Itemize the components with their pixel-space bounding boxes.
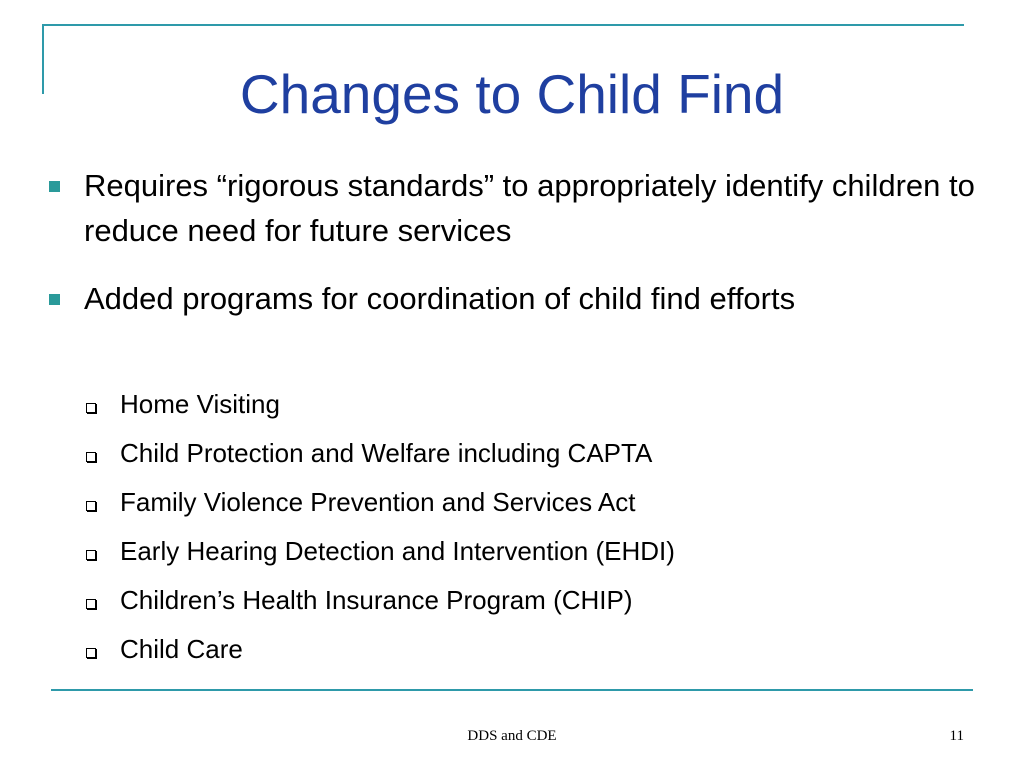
sub-item-text: Child Protection and Welfare including CAPTA — [120, 438, 653, 468]
page-number: 11 — [949, 728, 964, 744]
sub-item-family-violence — [120, 485, 980, 519]
sub-item-text: Family Violence Prevention and Services Act — [120, 487, 636, 517]
square-bullet-icon — [49, 294, 60, 305]
hollow-square-bullet-icon — [86, 599, 96, 609]
sub-item-text: Early Hearing Detection and Intervention (EHDI) — [120, 536, 675, 566]
sub-item-ehdi — [120, 534, 980, 568]
slide-title: Changes to Child Find — [239, 63, 785, 125]
sub-item-text: Home Visiting — [120, 389, 280, 419]
bullet-text: Requires “rigorous standards” to appropriately identify children to reduce need for future services — [84, 168, 975, 248]
hollow-square-bullet-icon — [86, 501, 96, 511]
sub-item-home-visiting — [120, 387, 980, 421]
bullet-item-1 — [84, 163, 989, 253]
sub-item-chip — [120, 583, 980, 617]
sub-item-child-protection — [120, 436, 980, 470]
footer-label: DDS and CDE — [467, 728, 557, 744]
bullet-item-2 — [84, 276, 989, 321]
hollow-square-bullet-icon — [86, 648, 96, 658]
square-bullet-icon — [49, 181, 60, 192]
frame-top-rule — [42, 24, 964, 26]
sub-item-child-care — [120, 632, 980, 666]
hollow-square-bullet-icon — [86, 452, 96, 462]
hollow-square-bullet-icon — [86, 403, 96, 413]
footer-rule — [51, 689, 973, 691]
bullet-text: Added programs for coordination of child find efforts — [84, 281, 796, 316]
sub-item-text: Child Care — [120, 634, 243, 664]
hollow-square-bullet-icon — [86, 550, 96, 560]
sub-item-text: Children’s Health Insurance Program (CHIP) — [120, 585, 633, 615]
